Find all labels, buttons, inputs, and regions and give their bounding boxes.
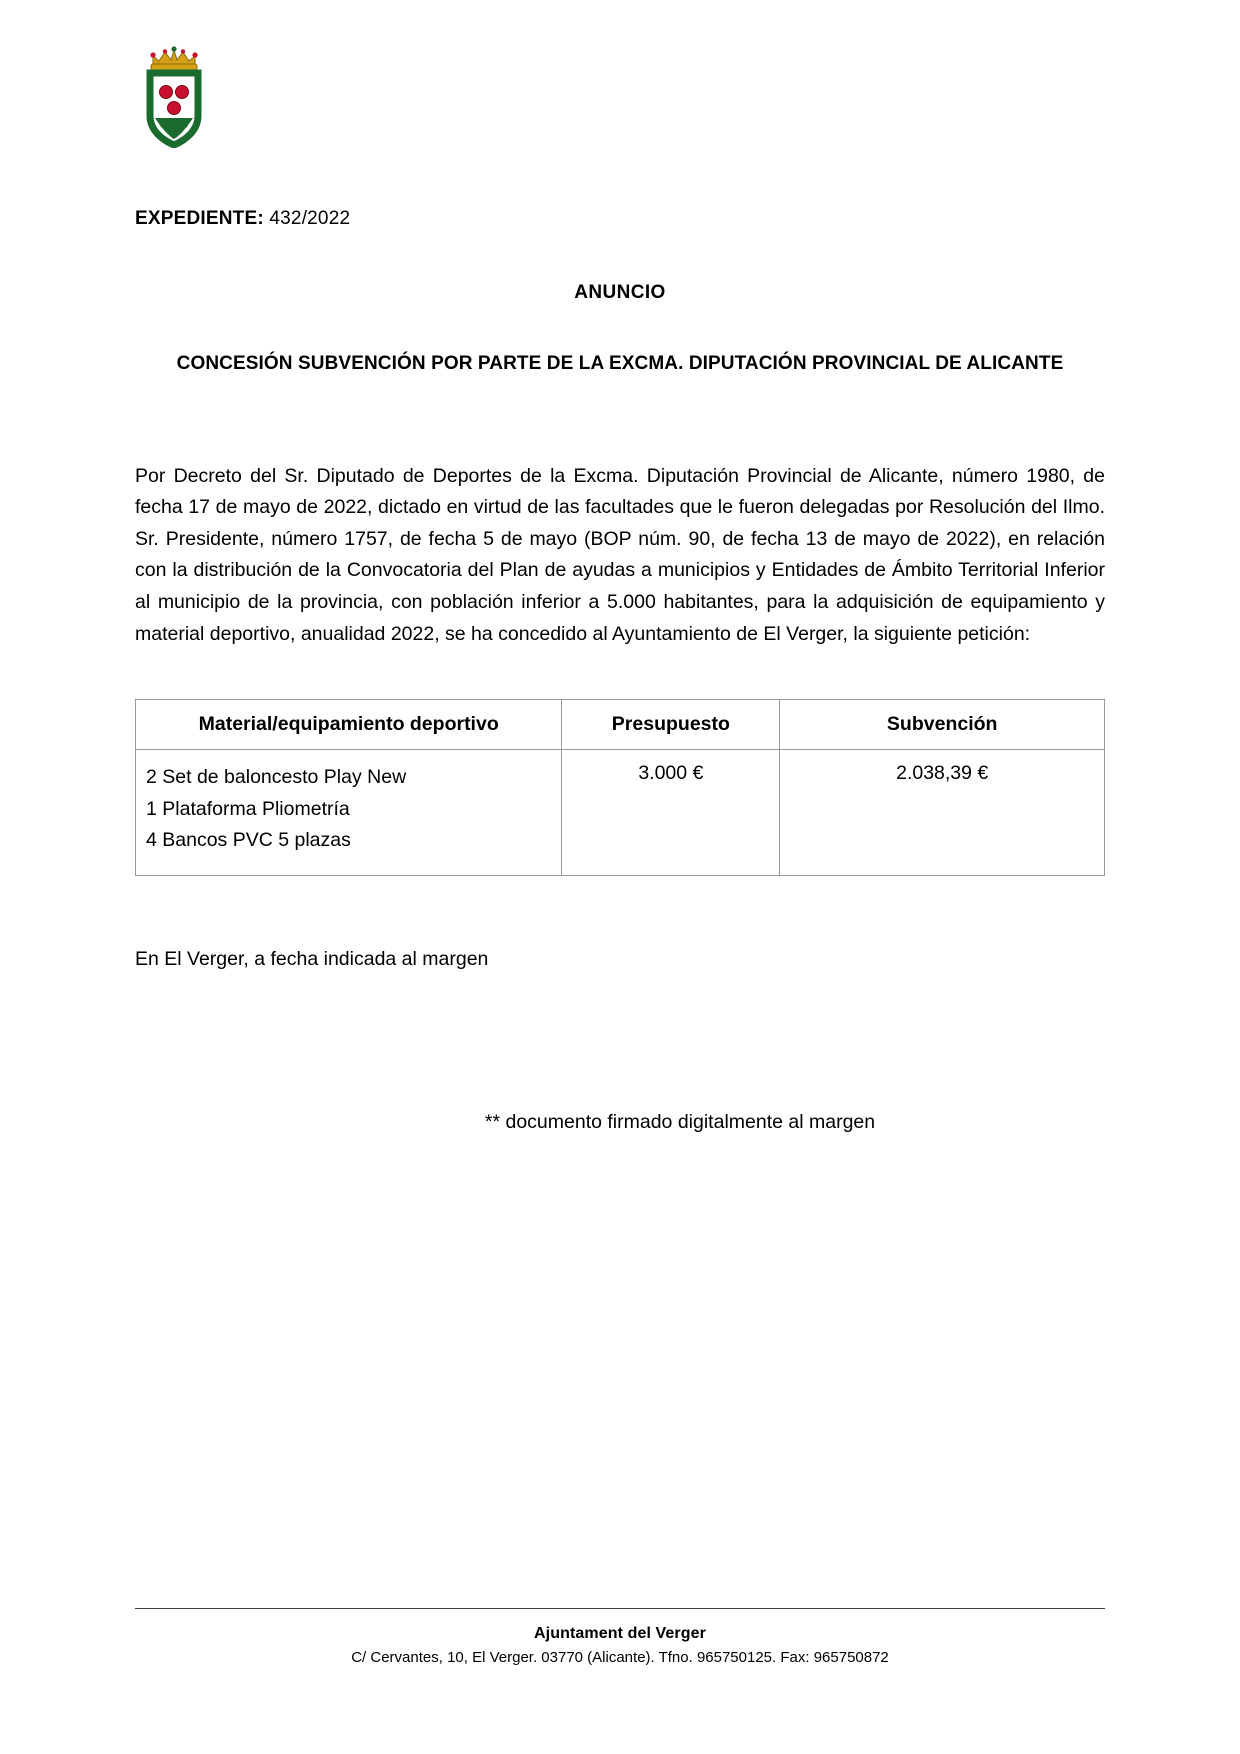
cell-subvencion: 2.038,39 € [780, 750, 1105, 876]
material-item: 2 Set de baloncesto Play New [146, 766, 407, 789]
material-item: 1 Plataforma Pliometría [146, 797, 350, 820]
column-header-presupuesto: Presupuesto [562, 700, 780, 750]
signature-note: ** documento firmado digitalmente al margen [484, 1110, 876, 1133]
column-header-material: Material/equipamiento deportivo [136, 700, 562, 750]
page-title: CONCESIÓN SUBVENCIÓN POR PARTE DE LA EXCMA. DIPUTACIÓN PROVINCIAL DE ALICANTE [176, 353, 1064, 374]
footer-divider [135, 1608, 1105, 1609]
column-header-subvencion: Subvención [780, 700, 1105, 750]
expediente-value: 432/2022 [269, 208, 351, 229]
expediente-label: EXPEDIENTE: [135, 208, 264, 229]
cell-presupuesto: 3.000 € [562, 750, 780, 876]
grant-table [135, 699, 1105, 876]
coat-of-arms-icon [135, 44, 213, 148]
material-item: 4 Bancos PVC 5 plazas [146, 829, 351, 852]
table-header-row [136, 700, 1105, 750]
page-footer [135, 1608, 1105, 1666]
table-row [136, 750, 1105, 876]
anuncio-heading: ANUNCIO [574, 282, 666, 303]
footer-entity: Ajuntament del Verger [534, 1625, 706, 1642]
expediente-line [135, 208, 1105, 230]
footer-address: C/ Cervantes, 10, El Verger. 03770 (Alicante). Tfno. 965750125. Fax: 965750872 [351, 1649, 889, 1666]
place-and-date: En El Verger, a fecha indicada al margen [135, 947, 489, 970]
crest-container [135, 0, 1105, 154]
cell-material-list [136, 750, 562, 876]
body-paragraph: Por Decreto del Sr. Diputado de Deportes de la Excma. Diputación Provincial de Alicante, número 1980, de fecha 17 de mayo de 2022, dictado en virtud de las facultades que le fueron delegadas por Resolución del Ilmo. Sr. Presidente, número 1757, de fecha 5 de mayo (BOP núm. 90, de fecha 13 de mayo de 2022), en relación con la distribución de la Convocatoria del Plan de ayudas a municipios y Entidades de Ámbito Territorial Inferior al municipio de la provincia, con población inferior a 5.000 habitantes, para la adquisición de equipamiento y material deportivo, anualidad 2022, se ha concedido al Ayuntamiento de El Verger, la siguiente petición: [135, 464, 1105, 645]
